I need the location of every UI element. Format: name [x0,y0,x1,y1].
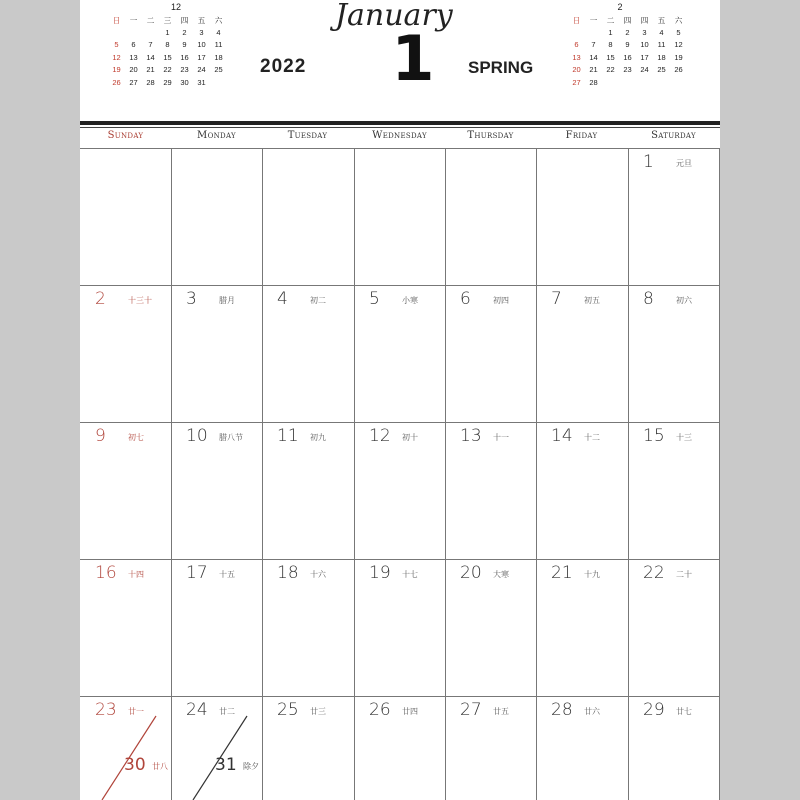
day-cell[interactable] [354,148,445,285]
next_month-day: 1 [608,27,613,37]
day-number: 9 [95,426,106,446]
day-number: 16 [95,563,117,583]
lunar-date: 小寒 [402,296,418,305]
next_month-day: 7 [591,40,596,49]
prev_month-day: 29 [163,77,172,87]
prev_month-day: 1 [165,27,170,37]
lunar-date: 廿七 [676,707,692,716]
prev_month-day: 31 [197,77,206,87]
next_month-day: 18 [657,52,666,62]
next-month-mini-calendar [568,2,698,102]
day-cell[interactable] [262,696,353,800]
day-cell[interactable] [171,148,262,285]
weekday-header-thursday: Thursday [467,130,514,141]
lunar-date: 十二 [584,433,600,442]
day-cell[interactable] [628,559,719,696]
prev_month-day: 25 [214,65,223,74]
day-cell[interactable] [171,696,262,800]
day-number: 29 [643,700,665,720]
prev_month-day: 21 [146,65,155,74]
day-number-extra: 31 [215,755,237,775]
lunar-date: 腊月 [219,296,235,305]
day-cell[interactable] [171,285,262,422]
next_month-day: 26 [674,65,683,74]
prev_month-day: 17 [197,52,206,62]
next_month-day: 3 [642,27,647,37]
lunar-date: 廿六 [584,707,600,716]
day-cell[interactable] [536,148,627,285]
day-cell[interactable] [171,422,262,559]
day-cell[interactable] [262,285,353,422]
day-number: 5 [369,289,380,309]
day-number: 12 [369,426,391,446]
lunar-date: 大寒 [493,570,509,579]
lunar-date: 廿三 [310,707,326,716]
lunar-date: 初十 [402,433,418,442]
day-number: 10 [186,426,208,446]
prev_month-weekday: 五 [197,16,206,25]
next_month-weekday: 日 [572,16,581,25]
lunar-date: 廿一 [128,707,144,716]
split-day-slash [171,696,262,800]
prev_month-day: 13 [129,52,138,62]
day-cell[interactable] [628,148,719,285]
next_month-day: 23 [623,65,632,74]
next_month-day: 16 [623,52,632,62]
day-cell[interactable] [80,422,171,559]
next_month-day: 22 [606,65,615,74]
prev_month-day: 18 [214,52,223,62]
next_month-day: 10 [640,40,649,49]
day-cell[interactable] [80,148,171,285]
prev_month-day: 30 [180,77,189,87]
next_month-day: 5 [676,27,681,37]
day-cell[interactable] [445,285,536,422]
prev_month-weekday: 三 [163,16,172,25]
lunar-date: 廿二 [219,707,235,716]
prev_month-day: 16 [180,52,189,62]
next_month-day: 25 [657,65,666,74]
next_month-day: 20 [572,65,581,74]
day-cell[interactable] [80,696,171,800]
day-number: 27 [460,700,482,720]
prev_month-day: 7 [148,40,153,49]
day-number: 7 [551,289,562,309]
day-number: 6 [460,289,471,309]
prev_month-day: 3 [199,27,204,37]
day-cell[interactable] [262,559,353,696]
day-cell[interactable] [354,422,445,559]
next_month-day: 2 [625,27,630,37]
day-cell[interactable] [536,285,627,422]
month-number: 1 [391,22,435,95]
next_month-weekday: 四 [640,16,649,25]
prev_month-day: 27 [129,77,138,87]
next_month-weekday: 五 [657,16,666,25]
next_month-day: 27 [572,77,581,87]
day-cell[interactable] [80,285,171,422]
lunar-date: 腊八节 [219,433,243,442]
day-cell[interactable] [354,559,445,696]
day-number-extra: 30 [124,755,146,775]
prev-month-mini-calendar [108,2,238,102]
next_month-day: 14 [589,52,598,62]
next_month-day: 4 [659,27,664,37]
lunar-date: 十九 [584,570,600,579]
day-cell[interactable] [536,696,627,800]
calendar-page [80,0,720,800]
prev_month-weekday: 四 [180,16,189,25]
lunar-date: 十一 [493,433,509,442]
day-number: 17 [186,563,208,583]
day-number: 24 [186,700,208,720]
prev_month-day: 22 [163,65,172,74]
day-number: 21 [551,563,573,583]
day-number: 22 [643,563,665,583]
prev_month-day: 28 [146,77,155,87]
prev-month-number: 12 [170,2,181,12]
next_month-day: 24 [640,65,649,74]
prev_month-day: 12 [112,52,121,62]
day-cell[interactable] [536,422,627,559]
day-number: 18 [277,563,299,583]
day-cell[interactable] [445,559,536,696]
prev_month-day: 6 [131,40,136,49]
day-number: 23 [95,700,117,720]
month-grid [80,148,720,800]
lunar-date: 初六 [676,296,692,305]
weekday-header-friday: Friday [565,130,598,141]
lunar-date-extra: 除夕 [243,762,259,771]
next_month-weekday: 六 [674,16,683,25]
weekday-header-monday: Monday [197,130,236,141]
day-number: 15 [643,426,665,446]
lunar-date: 十三 [676,433,692,442]
day-number: 28 [551,700,573,720]
day-cell[interactable] [445,422,536,559]
lunar-date: 十三十 [128,296,152,305]
prev_month-day: 15 [163,52,172,62]
prev_month-day: 20 [129,65,138,74]
next_month-day: 17 [640,52,649,62]
day-number: 25 [277,700,299,720]
prev_month-day: 23 [180,65,189,74]
next_month-day: 8 [608,40,613,49]
lunar-date: 元旦 [676,159,692,168]
prev_month-day: 2 [182,27,187,37]
lunar-date-extra: 廿八 [152,762,168,771]
day-number: 1 [643,152,654,172]
weekday-header-wednesday: Wednesday [372,130,427,141]
prev_month-day: 14 [146,52,155,62]
lunar-date: 初二 [310,296,326,305]
grid-line [719,148,720,800]
split-day-slash [80,696,171,800]
day-cell[interactable] [354,696,445,800]
header-divider [80,121,720,125]
day-number: 2 [95,289,106,309]
lunar-date: 十四 [128,570,144,579]
weekday-header-tuesday: Tuesday [287,130,328,141]
day-number: 8 [643,289,654,309]
prev_month-day: 9 [182,40,187,49]
prev_month-weekday: 六 [214,16,223,25]
lunar-date: 初四 [493,296,509,305]
day-number: 4 [277,289,288,309]
lunar-date: 十六 [310,570,326,579]
prev_month-day: 5 [114,40,119,49]
prev_month-weekday: 二 [146,16,155,25]
day-cell[interactable] [354,285,445,422]
prev_month-day: 24 [197,65,206,74]
next_month-day: 12 [674,40,683,49]
weekday-header-sunday: Sunday [107,130,144,141]
day-number: 26 [369,700,391,720]
next_month-day: 19 [674,52,683,62]
weekday-header-saturday: Saturday [651,130,696,141]
day-number: 11 [277,426,299,446]
next_month-weekday: 一 [589,16,598,25]
prev_month-day: 11 [214,40,223,49]
day-number: 19 [369,563,391,583]
prev_month-day: 19 [112,65,121,74]
day-cell[interactable] [445,148,536,285]
lunar-date: 初五 [584,296,600,305]
day-cell[interactable] [628,696,719,800]
season-label: SPRING [468,58,534,77]
next_month-weekday: 四 [623,16,632,25]
lunar-date: 廿五 [493,707,509,716]
prev_month-weekday: 日 [112,16,121,25]
lunar-date: 廿四 [402,707,418,716]
lunar-date: 十七 [402,570,418,579]
prev_month-day: 10 [197,40,206,49]
lunar-date: 十五 [219,570,235,579]
day-cell[interactable] [262,422,353,559]
next_month-day: 9 [625,40,630,49]
day-number: 13 [460,426,482,446]
day-cell[interactable] [628,422,719,559]
lunar-date: 初九 [310,433,326,442]
lunar-date: 初七 [128,433,144,442]
day-cell[interactable] [262,148,353,285]
prev_month-day: 26 [112,77,121,87]
next_month-day: 6 [574,40,579,49]
next-month-number: 2 [617,2,623,12]
prev_month-day: 8 [165,40,170,49]
next_month-day: 11 [657,40,666,49]
day-number: 20 [460,563,482,583]
header-divider-thin [80,127,720,128]
next_month-day: 15 [606,52,615,62]
year-label: 2022 [260,56,307,77]
month-name: January [335,0,453,33]
day-cell[interactable] [628,285,719,422]
day-number: 3 [186,289,197,309]
day-cell[interactable] [445,696,536,800]
day-cell[interactable] [171,559,262,696]
lunar-date: 二十 [676,570,692,579]
next_month-day: 28 [589,77,598,87]
day-number: 14 [551,426,573,446]
day-cell[interactable] [80,559,171,696]
prev_month-weekday: 一 [129,16,138,25]
prev_month-day: 4 [216,27,221,37]
next_month-day: 21 [589,65,598,74]
next_month-day: 13 [572,52,581,62]
day-cell[interactable] [536,559,627,696]
next_month-weekday: 二 [606,16,615,25]
